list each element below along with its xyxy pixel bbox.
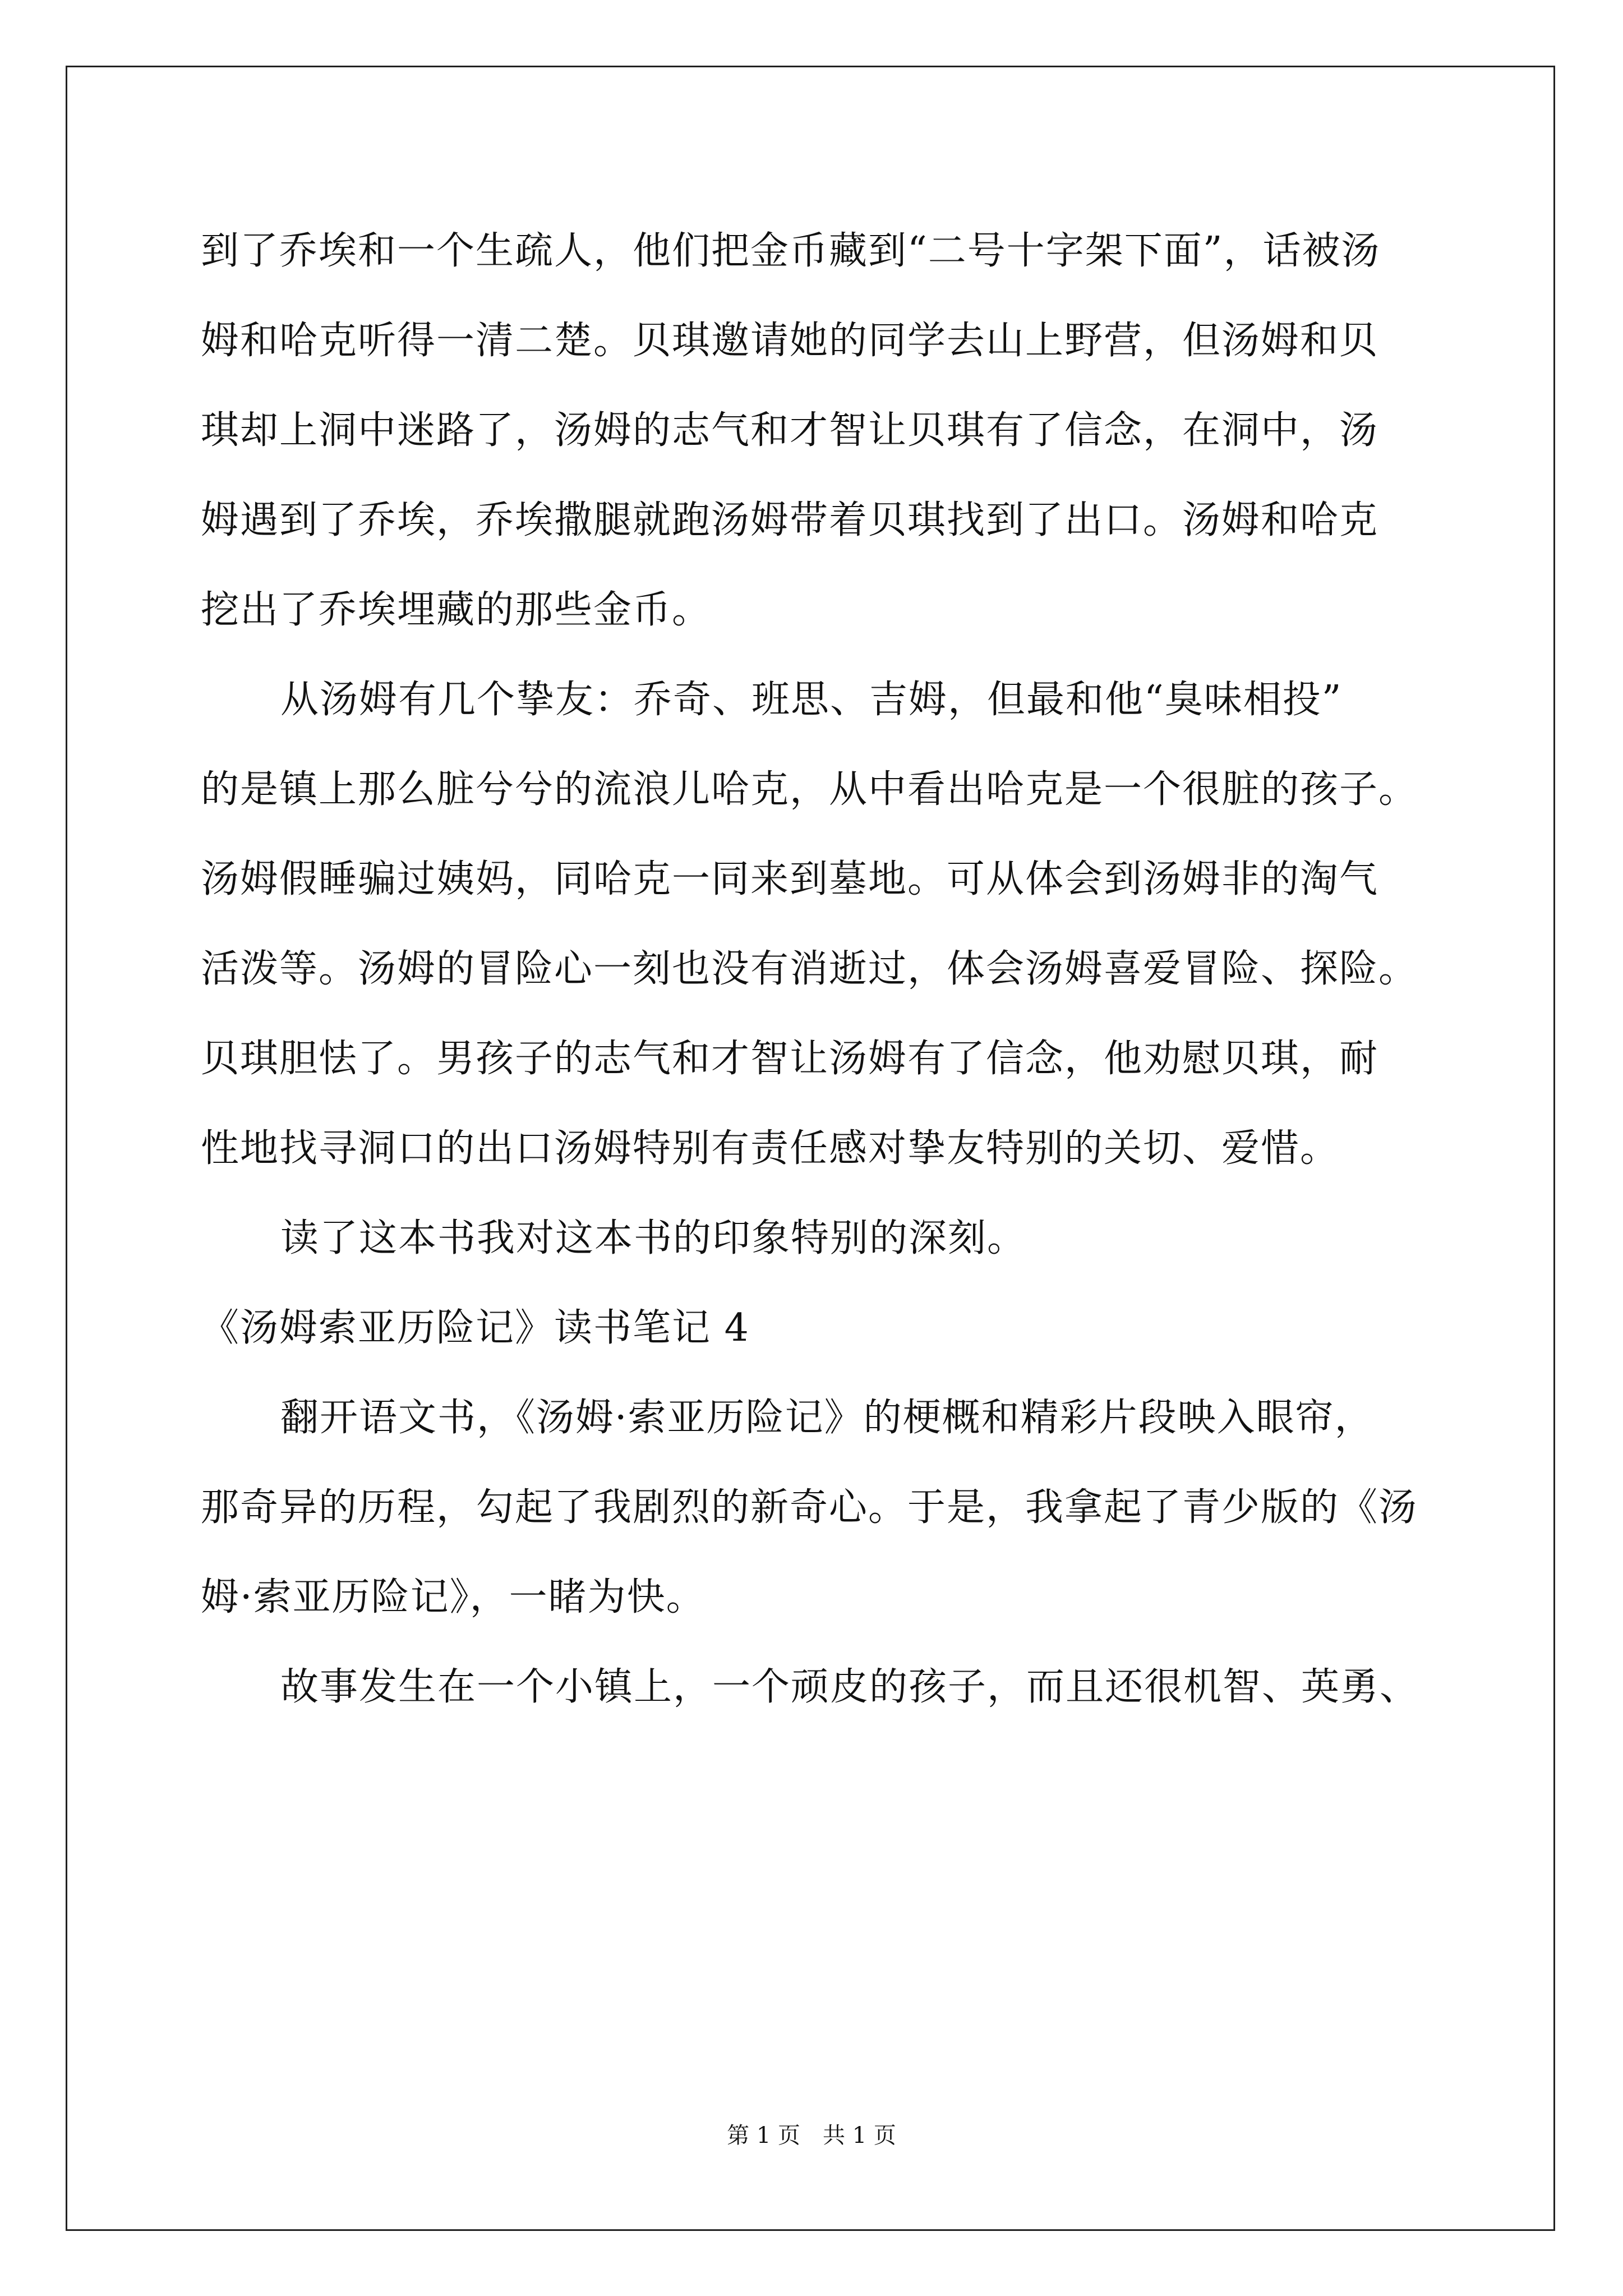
text-line: 那奇异的历程，勾起了我剧烈的新奇心。于是，我拿起了青少版的《汤 xyxy=(201,1485,1418,1530)
text-line: 汤姆假睡骗过姨妈，同哈克一同来到墓地。可从体会到汤姆非的淘气 xyxy=(201,857,1379,901)
text-line: 琪却上洞中迷路了，汤姆的志气和才智让贝琪有了信念，在洞中，汤 xyxy=(201,408,1379,453)
text-line: 活泼等。汤姆的冒险心一刻也没有消逝过，体会汤姆喜爱冒险、探险。 xyxy=(201,947,1418,991)
text-line: 性地找寻洞口的出口汤姆特别有责任感对挚友特别的关切、爱惜。 xyxy=(201,1126,1340,1171)
page-number: 第 1 页 共 1 页 xyxy=(727,2123,896,2148)
paragraph-first-line: 从汤姆有几个挚友：乔奇、班思、吉姆，但最和他“臭味相投” xyxy=(280,678,1343,722)
paragraph-first-line: 读了这本书我对这本书的印象特别的深刻。 xyxy=(280,1216,1027,1260)
paragraph-first-line: 故事发生在一个小镇上，一个顽皮的孩子，而且还很机智、英勇、 xyxy=(280,1665,1419,1709)
text-line: 的是镇上那么脏兮兮的流浪儿哈克，从中看出哈克是一个很脏的孩子。 xyxy=(201,767,1418,812)
text-line: 姆遇到了乔埃，乔埃撒腿就跑汤姆带着贝琪找到了出口。汤姆和哈克 xyxy=(201,498,1379,542)
text-line: 挖出了乔埃埋藏的那些金币。 xyxy=(201,588,712,632)
paragraph-first-line: 翻开语文书，《汤姆·索亚历险记》的梗概和精彩片段映入眼帘， xyxy=(280,1396,1374,1440)
text-line: 到了乔埃和一个生疏人，他们把金币藏到“二号十字架下面”，话被汤 xyxy=(201,229,1381,273)
text-line: 贝琪胆怯了。男孩子的志气和才智让汤姆有了信念，他劝慰贝琪，耐 xyxy=(201,1037,1379,1081)
section-heading: 《汤姆索亚历险记》读书笔记 4 xyxy=(201,1306,750,1350)
text-line: 姆和哈克听得一清二楚。贝琪邀请她的同学去山上野营，但汤姆和贝 xyxy=(201,319,1379,363)
text-line: 姆·索亚历险记》，一睹为快。 xyxy=(201,1575,706,1619)
